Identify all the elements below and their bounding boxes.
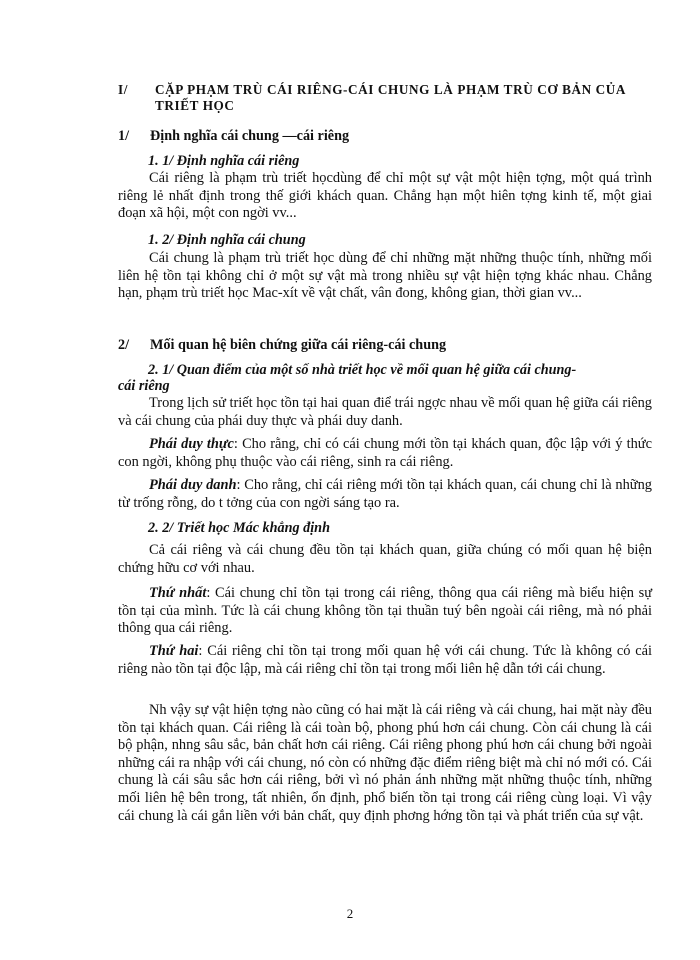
text-thu-nhat: : Cái chung chỉ tồn tại trong cái riêng, thông qua cái riêng mà biểu hiện sự tồn tại của mình. Tức là cái chung không tồn tại thuần tuý bên ngoài cái riêng, mà nó phải thông qua cái riêng.: [118, 585, 653, 637]
term-duy-danh: Phái duy danh: [149, 477, 237, 493]
paragraph-duy-thuc: [118, 436, 652, 471]
paragraph-conclusion: Nh vậy sự vật hiện tợng nào cũng có hai mặt là cái riêng và cái chung, hai mặt này đều tồn tại khách quan. Cái riêng là cái toàn bộ, phong phú hơn cái chung. Còn cái chung là cái bộ phận, nhng sâu sắc, bản chất hơn cái riêng. Cái riêng phong phú hơn cái chung bởi ngoài những cái ra nhập với cái chung, nó còn có những đặc điểm riêng biệt mà chỉ nó mới có. Cái chung là cái sâu sắc hơn cái riêng, bởi vì nó phản ánh những mặt những thuộc tính, những mối liên hệ bên trong, tất nhiên, ổn định, phổ biến tồn tại trong cái riêng cùng loại. Vì vậy cái chung là cái gắn liền với bản chất, quy định phơng hớng tồn tại và phát triển của sự vật.: [118, 702, 652, 824]
paragraph-2-1: Trong lịch sử triết học tồn tại hai quan điể trái ngợc nhau về mối quan hệ giữa cái riêng và cái chung của phái duy thực và phái duy danh.: [118, 395, 652, 429]
heading-number: 1/: [118, 128, 130, 144]
text-thu-hai: : Cái riêng chỉ tồn tại trong mối quan hệ với cái chung. Tức là không có cái riêng nào tồn tại độc lập, mà cái riêng chỉ tồn tại trong mối liên hệ dẫn tới cái chung.: [118, 643, 652, 677]
text-duy-danh: : Cho rằng, chỉ cái riêng mới tồn tại khách quan, cái chung chỉ là những từ trống rỗng, do t tởng của con ngời sáng tạo ra.: [118, 477, 652, 511]
paragraph-thu-hai: [118, 643, 652, 678]
paragraph-1-1: Cái riêng là phạm trù triết họcdùng để chỉ một sự vật một hiện tợng, một quá trình riêng lẻ nhất định trong thế giới khách quan. Chẳng hạn một hiên tợng kinh tế, một giai đoạn xã hội, một con ngời vv...: [118, 170, 652, 222]
heading-title: Mối quan hệ biên chứng giữa cái riêng-cái chung: [150, 337, 447, 353]
paragraph-2-2: Cả cái riêng và cái chung đều tồn tại khách quan, giữa chúng có mối quan hệ biện chứng hữu cơ với nhau.: [118, 542, 652, 576]
paragraph-thu-nhat: [118, 585, 652, 638]
section-heading-1: [118, 82, 658, 114]
paragraph-duy-danh: [118, 477, 652, 512]
subheading-2-2: 2. 2/ Triết học Mác khẳng định: [148, 520, 330, 536]
section-number: I/: [118, 82, 128, 97]
page-number: 2: [346, 906, 354, 921]
section-title: CẶP PHẠM TRÙ CÁI RIÊNG-CÁI CHUNG LÀ PHẠM TRÙ CƠ BẢN CỦA TRIẾT HỌC: [155, 82, 626, 113]
heading-title: Định nghĩa cái chung —cái riêng: [150, 128, 350, 144]
heading-1: [118, 127, 658, 145]
term-thu-nhat: Thứ nhất: [149, 585, 207, 601]
subheading-1-1: 1. 1/ Định nghĩa cái riêng: [148, 153, 300, 169]
text-duy-thuc: : Cho rằng, chỉ có cái chung mới tồn tại khách quan, độc lập với ý thức con ngời, không phụ thuộc vào cái riêng, sinh ra cái riêng.: [118, 436, 652, 470]
term-thu-hai: Thứ hai: [149, 643, 199, 659]
heading-number: 2/: [118, 337, 130, 353]
subheading-2-1: [118, 362, 658, 394]
subheading-line-2: cái riêng: [118, 378, 170, 394]
paragraph-1-2: Cái chung là phạm trù triết học dùng để chỉ những mặt những thuộc tính, những mối liên hệ tồn tại không chỉ ở một sự vật mà trong nhiều sự vật hiện tợng khác nhau. Chẳng hạn, phạm trù triết học Mac-xít về vật chất, vân đong, không gian, thời gian vv...: [118, 250, 652, 302]
subheading-1-2: 1. 2/ Định nghĩa cái chung: [148, 232, 306, 248]
subheading-line-1: 2. 1/ Quan điểm của một số nhà triết học về mối quan hệ giữa cái chung-: [148, 362, 577, 378]
heading-2: [118, 336, 658, 354]
term-duy-thuc: Phái duy thực: [149, 436, 234, 452]
